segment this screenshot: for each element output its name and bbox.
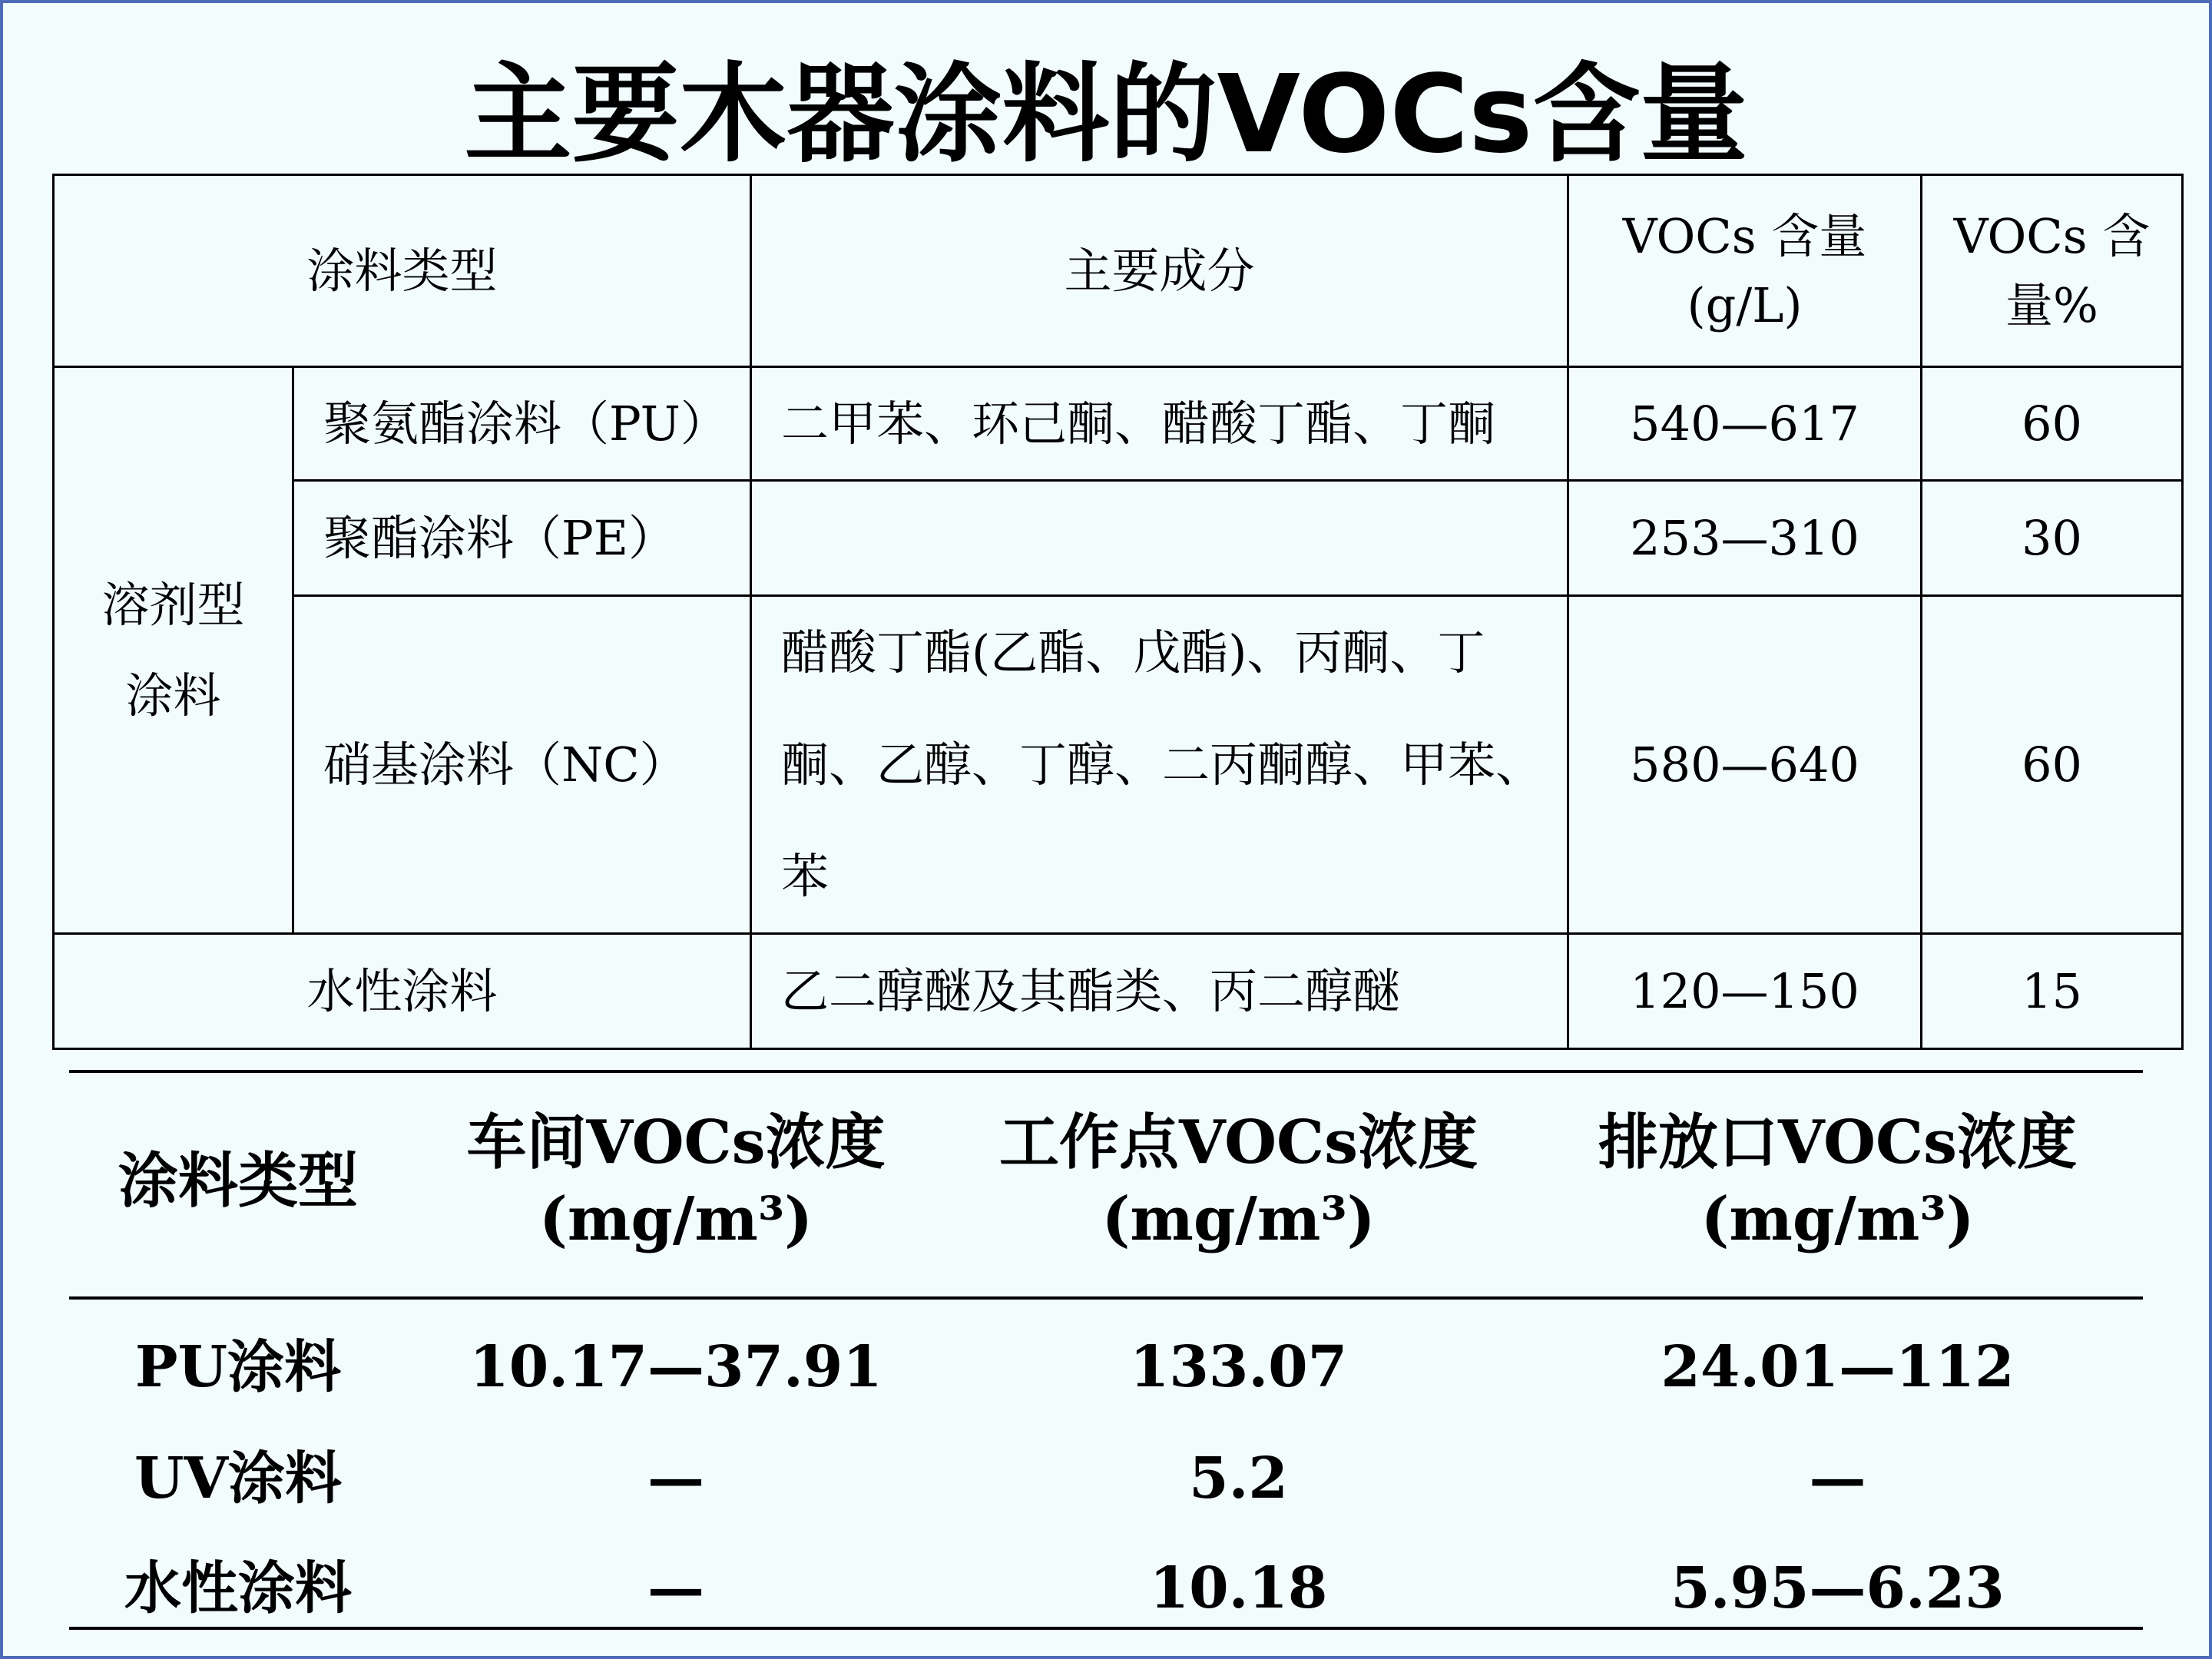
solvent-group-cell <box>54 367 293 934</box>
header-rule <box>69 1296 2143 1300</box>
header-outlet-line2: (mg/m³) <box>1700 1184 1975 1254</box>
bottom-rule <box>69 1627 2143 1630</box>
workpoint-cell: 133.07 <box>1129 1334 1348 1400</box>
coating-type-cell: 聚酯涂料（PE） <box>293 481 751 596</box>
header-workpoint-line1: 工作点VOCs浓度 <box>998 1108 1479 1177</box>
header-workpoint-line2: (mg/m³) <box>1101 1184 1376 1254</box>
vocs-pct-cell: 15 <box>1922 934 2183 1049</box>
coating-type-cell: UV涂料 <box>134 1445 342 1512</box>
header-main-components: 主要成分 <box>751 175 1568 367</box>
components-line: 醋酸丁酯(乙酯、戊酯)、丙酮、丁 <box>781 624 1485 680</box>
table-row <box>54 596 2183 934</box>
header-outlet <box>1532 1104 2143 1258</box>
workshop-cell: — <box>647 1555 704 1621</box>
workpoint-cell: 5.2 <box>1189 1445 1288 1512</box>
coating-type-cell: PU涂料 <box>134 1334 342 1400</box>
header-workshop-line1: 车间VOCs浓度 <box>466 1108 886 1177</box>
vocs-content-table <box>52 174 2184 1050</box>
solvent-group-line2: 涂料 <box>125 667 221 724</box>
table-row <box>54 934 2183 1049</box>
coating-type-cell: 水性涂料 <box>124 1555 352 1621</box>
header-vocs-gl <box>1568 175 1922 367</box>
coating-type-cell: 聚氨酯涂料（PU） <box>293 367 751 481</box>
workshop-cell: — <box>647 1445 704 1512</box>
header-coating-type: 涂料类型 <box>54 175 751 367</box>
header-vocs-gl-line2: (g/L) <box>1687 276 1803 333</box>
header-workpoint <box>945 1104 1532 1258</box>
components-line: 苯 <box>781 848 830 905</box>
table-row <box>54 367 2183 481</box>
top-rule <box>69 1070 2143 1073</box>
header-workshop <box>407 1104 945 1258</box>
vocs-gl-cell: 580—640 <box>1568 596 1922 934</box>
vocs-gl-cell: 120—150 <box>1568 934 1922 1049</box>
vocs-pct-cell: 60 <box>1922 367 2183 481</box>
table-row <box>54 481 2183 596</box>
components-cell: 二甲苯、环己酮、醋酸丁酯、丁酮 <box>751 367 1568 481</box>
outlet-cell: 5.95—6.23 <box>1671 1555 2005 1621</box>
header-vocs-pct <box>1922 175 2183 367</box>
coating-type-cell: 水性涂料 <box>54 934 751 1049</box>
workshop-cell: 10.17—37.91 <box>469 1334 882 1400</box>
header-outlet-line1: 排放口VOCs浓度 <box>1598 1108 2078 1177</box>
components-cell: 乙二醇醚及其酯类、丙二醇醚 <box>751 934 1568 1049</box>
table-header-row <box>54 175 2183 367</box>
header-workshop-line2: (mg/m³) <box>538 1184 813 1254</box>
outlet-cell: — <box>1809 1445 1866 1512</box>
header-vocs-pct-line1: VOCs 含 <box>1953 207 2151 264</box>
header-vocs-gl-line1: VOCs 含量 <box>1622 207 1867 264</box>
coating-type-cell: 硝基涂料（NC） <box>293 596 751 934</box>
vocs-pct-cell: 60 <box>1922 596 2183 934</box>
components-line: 酮、乙醇、丁醇、二丙酮醇、甲苯、 <box>781 736 1544 793</box>
header-vocs-pct-line2: 量% <box>2005 276 2098 333</box>
components-cell <box>751 596 1568 934</box>
components-cell <box>751 481 1568 596</box>
workpoint-cell: 10.18 <box>1149 1555 1328 1621</box>
slide-title: 主要木器涂料的VOCs含量 <box>464 52 1748 177</box>
outlet-cell: 24.01—112 <box>1661 1334 2015 1400</box>
vocs-gl-cell: 253—310 <box>1568 481 1922 596</box>
header-coating-type: 涂料类型 <box>118 1146 358 1216</box>
solvent-group-line1: 溶剂型 <box>101 576 245 633</box>
vocs-gl-cell: 540—617 <box>1568 367 1922 481</box>
vocs-pct-cell: 30 <box>1922 481 2183 596</box>
